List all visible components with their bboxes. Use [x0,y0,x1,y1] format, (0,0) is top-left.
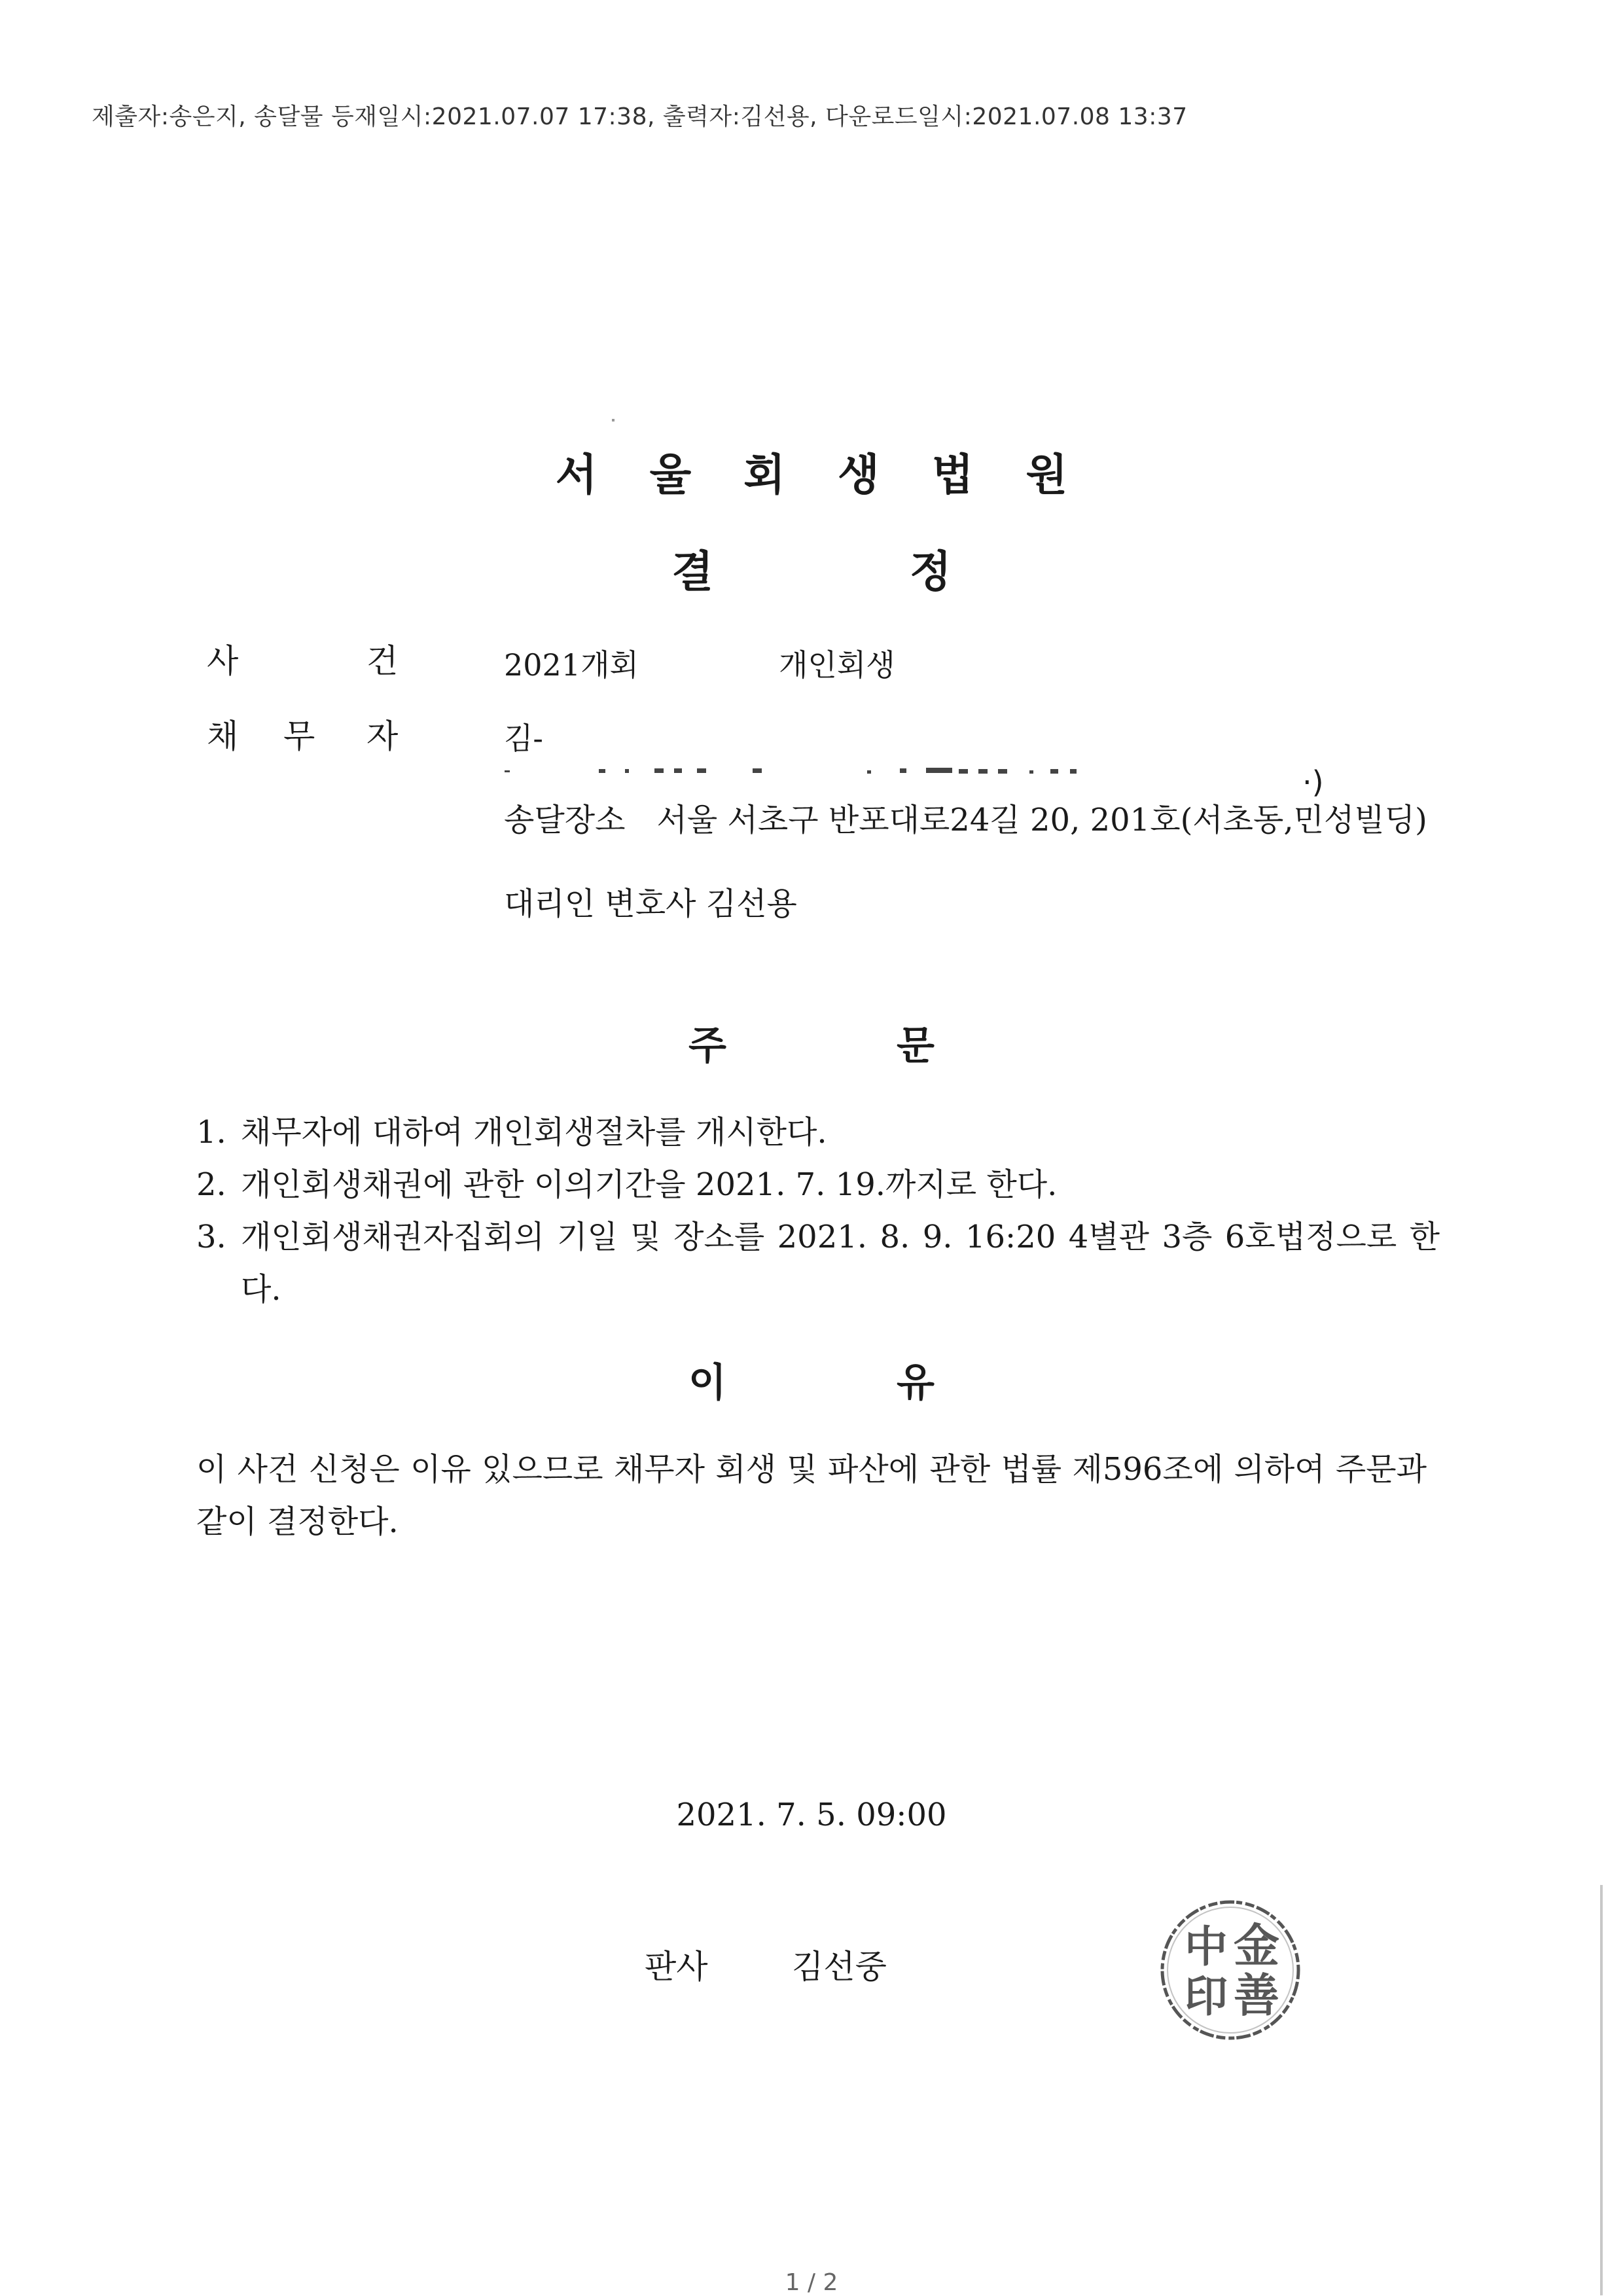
redacted-line-end: ·) [1302,764,1324,800]
order-item [196,1106,1440,1158]
order-item [196,1211,1440,1316]
order-heading-char: 문 [897,1023,935,1069]
seal-char: 中 [1185,1921,1228,1972]
submission-metadata: 제출자:송은지, 송달물 등재일시:2021.07.07 17:38, 출력자:김선용, 다운로드일시:2021.07.08 13:37 [92,103,1188,130]
court-name-char: 회 [743,450,785,500]
order-heading-char: 주 [688,1023,726,1069]
reason-heading-char: 이 [688,1360,726,1406]
service-address: 송달장소 서울 서초구 반포대로24길 20, 201호(서초동,민성빌딩) [504,802,1427,838]
order-item [196,1158,1440,1211]
case-label-char: 건 [366,642,399,680]
debtor-label-char: 무 [283,717,315,755]
case-type: 개인회생 [779,647,895,683]
debtor-name: 김- [504,721,543,756]
court-name-char: 생 [838,450,880,500]
document-title [0,537,1623,599]
decision-date: 2021. 7. 5. 09:00 [676,1797,947,1833]
seal-char: 金 [1234,1918,1279,1973]
order-heading [0,1014,1623,1071]
court-name-char: 서 [555,450,597,500]
order-item-number: 3. [196,1219,226,1255]
redacted-text-fragments [501,768,1319,776]
redacted-address-line [501,767,1319,776]
scan-edge-line [1600,1885,1603,2295]
reason-heading [0,1352,1623,1408]
debtor-label-char: 채 [207,717,239,755]
order-item-text: 개인회생채권자집회의 기일 및 장소를 2021. 8. 9. 16:20 4별관 3층 6호법정으로 한다. [241,1219,1440,1308]
page-number: 1 / 2 [785,2269,838,2296]
case-number: 2021개회 [504,647,639,683]
court-name [0,440,1623,502]
case-label-char: 사 [207,642,239,680]
reason-text: 이 사건 신청은 이유 있으므로 채무자 회생 및 파산에 관한 법률 제596조에 의하여 주문과 같이 결정한다. [196,1451,1427,1540]
scan-speck [612,419,615,422]
seal-char: 印 [1185,1971,1228,2022]
document-title-char: 정 [910,547,952,597]
judge-seal [1155,1895,1306,2045]
court-name-char: 법 [931,450,974,500]
legal-agent: 대리인 변호사 김선용 [504,886,797,922]
order-item-text: 개인회생채권에 관한 이의기간을 2021. 7. 19.까지로 한다. [241,1166,1058,1203]
reason-heading-char: 유 [897,1360,935,1406]
order-item-text: 채무자에 대하여 개인회생절차를 개시한다. [241,1114,827,1151]
order-item-number: 1. [196,1114,226,1151]
judge-title: 판사 [645,1948,708,1986]
order-item-number: 2. [196,1166,226,1203]
seal-stamp-icon [1155,1895,1306,2045]
judge-name: 김선중 [792,1948,887,1986]
court-name-char: 울 [649,450,692,500]
court-name-char: 원 [1026,450,1068,500]
document-title-char: 결 [671,547,713,597]
order-list [196,1106,1440,1316]
debtor-label-char: 자 [366,717,399,755]
seal-char: 善 [1234,1968,1279,2022]
